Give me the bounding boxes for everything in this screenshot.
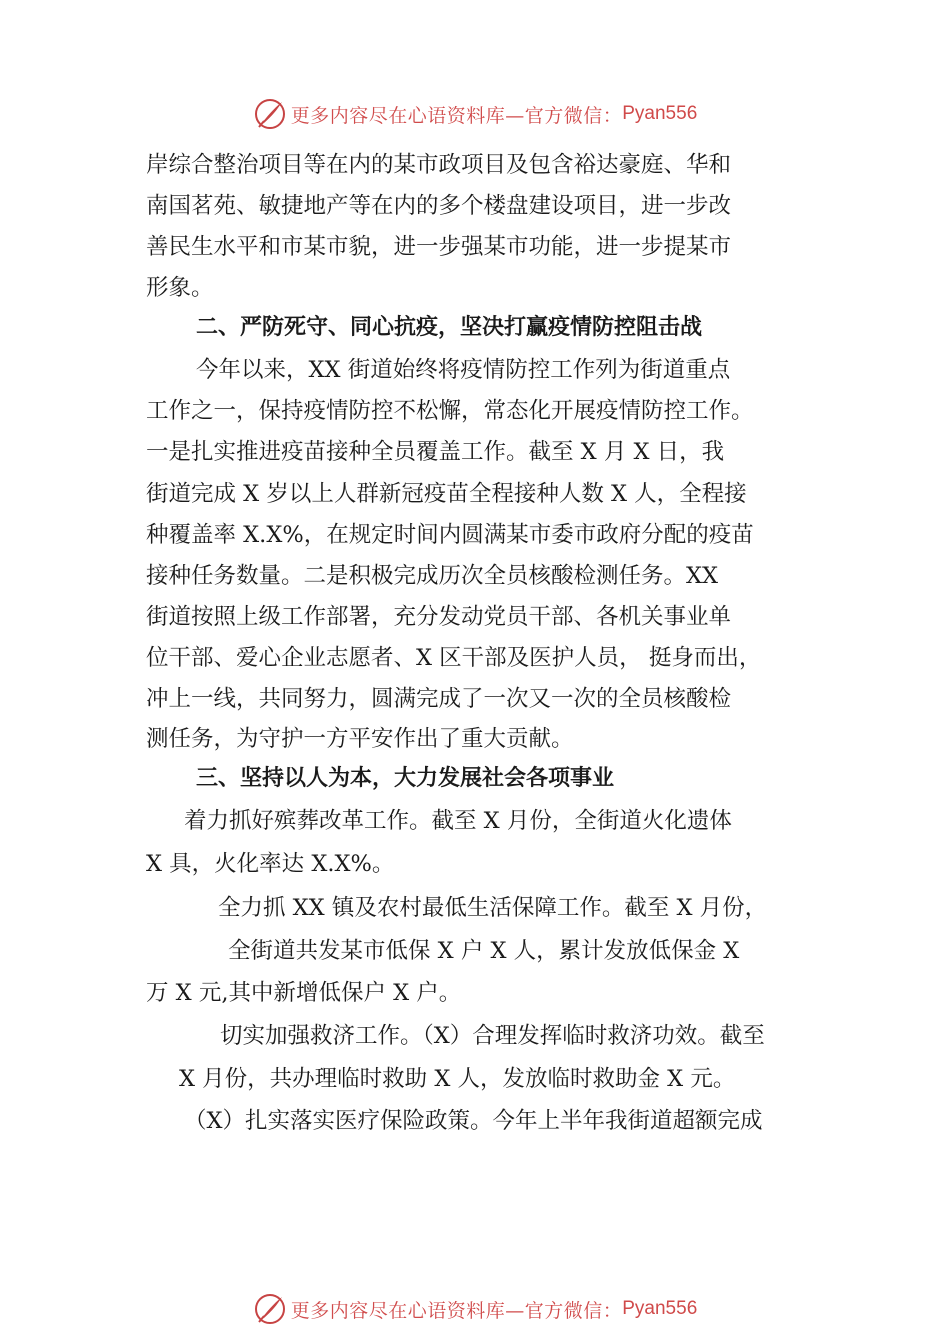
body-line: 全力抓 XX 镇及农村最低生活保障工作。截至 X 月份， — [218, 895, 768, 921]
watermark-header — [0, 94, 950, 134]
watermark-wechat-id: Pyan556 — [622, 103, 698, 124]
body-line: 善民生水平和市某市貌，进一步强某市功能，进一步提某市 — [146, 234, 732, 260]
body-line: 测任务，为守护一方平安作出了重大贡献。 — [146, 726, 574, 752]
section-heading-2: 二、严防死守、同心抗疫，坚决打赢疫情防控阻击战 — [196, 315, 703, 340]
watermark-text: 更多内容尽在心语资料库—官方微信： — [290, 1299, 623, 1322]
body-line: 种覆盖率 X.X%，在规定时间内圆满某市委市政府分配的疫苗 — [146, 522, 754, 548]
body-line: 岸综合整治项目等在内的某市政项目及包含裕达豪庭、华和 — [146, 152, 732, 178]
body-line: 街道按照上级工作部署，充分发动党员干部、各机关事业单 — [146, 604, 732, 630]
body-line: X 具，火化率达 X.X%。 — [146, 851, 395, 877]
watermark-text: 更多内容尽在心语资料库—官方微信： — [290, 104, 623, 127]
body-line: 全街道共发某市低保 X 户 X 人，累计发放低保金 X — [228, 938, 740, 964]
body-line: 南国茗苑、敏捷地产等在内的多个楼盘建设项目，进一步改 — [146, 193, 732, 219]
body-line: 接种任务数量。二是积极完成历次全员核酸检测任务。XX — [146, 563, 719, 589]
body-line: 工作之一，保持疫情防控不松懈，常态化开展疫情防控工作。 — [146, 398, 754, 424]
body-line: 着力抓好殡葬改革工作。截至 X 月份，全街道火化遗体 — [184, 808, 732, 834]
body-line: 街道完成 X 岁以上人群新冠疫苗全程接种人数 X 人，全程接 — [146, 481, 747, 507]
body-line: 今年以来，XX 街道始终将疫情防控工作列为街道重点 — [196, 357, 731, 383]
watermark-footer — [0, 1289, 950, 1329]
body-line: X 月份，共办理临时救助 X 人，发放临时救助金 X 元。 — [179, 1066, 736, 1092]
body-line: 万 X 元,其中新增低保户 X 户。 — [146, 980, 462, 1006]
feather-logo-icon — [253, 1292, 287, 1326]
feather-logo-icon — [253, 97, 287, 131]
body-line: 形象。 — [146, 275, 214, 301]
body-line: 一是扎实推进疫苗接种全员覆盖工作。截至 X 月 X 日，我 — [146, 439, 725, 465]
body-line: （X）扎实落实医疗保险政策。今年上半年我街道超额完成 — [184, 1108, 763, 1134]
body-line: 冲上一线，共同努力，圆满完成了一次又一次的全员核酸检 — [146, 686, 732, 712]
watermark-wechat-id: Pyan556 — [622, 1298, 698, 1319]
section-heading-3: 三、坚持以人为本，大力发展社会各项事业 — [196, 766, 615, 791]
body-line: 位干部、爱心企业志愿者、X 区干部及医护人员， 挺身而出， — [146, 645, 762, 671]
body-line: 切实加强救济工作。（X）合理发挥临时救济功效。截至 — [220, 1023, 765, 1049]
